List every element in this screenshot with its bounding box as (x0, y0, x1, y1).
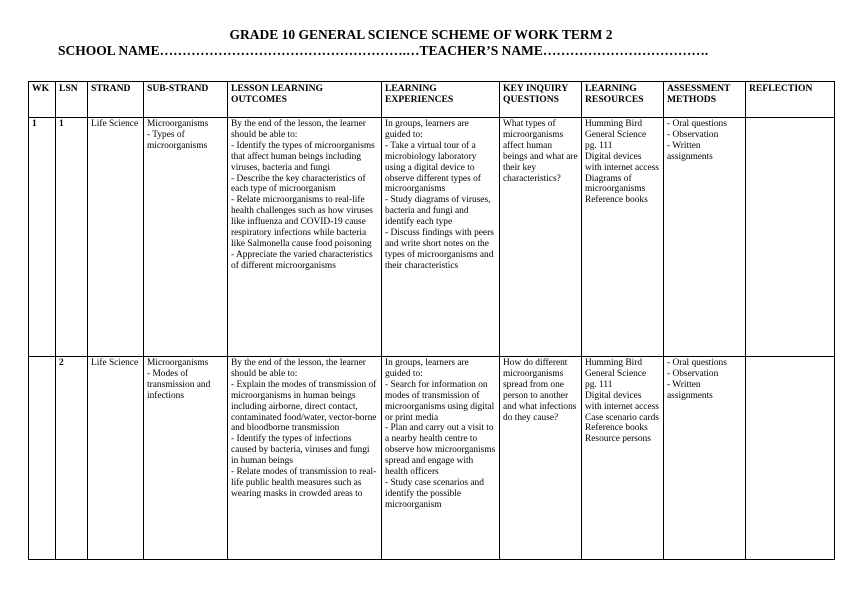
resource-line: Reference books (585, 423, 648, 434)
resource-line: Digital devices with internet access (585, 390, 659, 412)
table-row (29, 357, 835, 560)
resource-line: Case scenario cards (585, 412, 659, 423)
experience-line: In groups, learners are guided to: (385, 358, 469, 379)
col-header-outcomes: LESSON LEARNING OUTCOMES (228, 82, 382, 118)
cell-week (29, 357, 56, 560)
cell-reflection (746, 357, 835, 560)
resource-line: Resource persons (585, 434, 651, 445)
substrand-line: Microorganisms (147, 119, 209, 129)
cell-inquiry-questions: What types of microorganisms affect human beings and what are their key characteristics? (500, 118, 582, 357)
cell-strand: Life Science (88, 357, 144, 560)
col-header-questions: KEY INQUIRY QUESTIONS (500, 82, 582, 118)
cell-reflection (746, 118, 835, 357)
outcome-line: By the end of the lesson, the learner should be able to: (231, 358, 366, 379)
substrand-line: Microorganisms (147, 358, 209, 368)
experience-line: - Take a virtual tour of a microbiology laboratory using a digital device to observe different types of microorganisms (385, 140, 481, 195)
cell-lesson: 1 (56, 118, 88, 357)
table-header-row (29, 82, 835, 118)
cell-lesson: 2 (56, 357, 88, 560)
outcome-line: - Identify the types of infections caused by bacteria, viruses and fungi in human beings (231, 434, 370, 467)
resource-line: Digital devices with internet access (585, 151, 659, 173)
school-teacher-line: SCHOOL NAME……………………………………………….…TEACHER’S NAME………………………………. (58, 43, 709, 58)
assessment-line: - Observation (667, 129, 719, 140)
assessment-line: - Oral questions (667, 358, 727, 368)
cell-substrand (144, 118, 228, 357)
cell-inquiry-questions: How do different microorganisms spread from one person to another and what infections do they cause? (500, 357, 582, 560)
cell-strand: Life Science (88, 118, 144, 357)
document-title: GRADE 10 GENERAL SCIENCE SCHEME OF WORK TERM 2 (229, 27, 613, 42)
cell-outcomes (228, 118, 382, 357)
cell-outcomes (228, 357, 382, 560)
col-header-strand: STRAND (88, 82, 144, 118)
experience-line: In groups, learners are guided to: (385, 119, 469, 140)
col-header-resources: LEARNING RESOURCES (582, 82, 664, 118)
cell-experiences (382, 118, 500, 357)
outcome-line: - Explain the modes of transmission of microorganisms in human beings including airborne, direct contact, contaminated food/water, vector-borne and bloodborne transmission (231, 379, 377, 434)
outcome-line: - Appreciate the varied characteristics of different microorganisms (231, 249, 373, 271)
cell-assessment (664, 357, 746, 560)
experience-line: - Search for information on modes of transmission of microorganisms using digital or print media (385, 379, 495, 423)
assessment-line: - Written assignments (667, 379, 713, 401)
resource-line: Diagrams of microorganisms (585, 173, 646, 195)
cell-substrand (144, 357, 228, 560)
resource-line: Humming Bird General Science pg. 111 (585, 358, 647, 390)
col-header-substrand: SUB-STRAND (144, 82, 228, 118)
cell-experiences (382, 357, 500, 560)
cell-week: 1 (29, 118, 56, 357)
assessment-line: - Oral questions (667, 119, 727, 129)
resource-line: Humming Bird General Science pg. 111 (585, 119, 647, 151)
assessment-line: - Observation (667, 368, 719, 379)
experience-line: - Plan and carry out a visit to a nearby health centre to observe how microorganisms spread and engage with health officers (385, 423, 496, 478)
outcome-line: - Identify the types of microorganisms that affect human beings including viruses, bacteria and fungi (231, 140, 375, 173)
outcome-line: - Describe the key characteristics of each type of microorganism (231, 173, 366, 195)
outcome-line: By the end of the lesson, the learner should be able to: (231, 119, 366, 140)
outcome-line: - Relate microorganisms to real-life health challenges such as how viruses like influenza and COVID-19 cause respiratory infections while bacteria like Salmonella cause food poisoning (231, 195, 373, 249)
cell-resources (582, 357, 664, 560)
col-header-wk: WK (29, 82, 56, 118)
assessment-line: - Written assignments (667, 140, 713, 162)
col-header-assessment: ASSESSMENT METHODS (664, 82, 746, 118)
resource-line: Reference books (585, 195, 648, 206)
scheme-table (28, 81, 835, 560)
experience-line: - Study case scenarios and identify the possible microorganism (385, 477, 484, 510)
cell-resources (582, 118, 664, 357)
col-header-reflection: REFLECTION (746, 82, 835, 118)
outcome-line: - Relate modes of transmission to real-life public health measures such as wearing masks in crowded areas to (231, 467, 377, 499)
substrand-line: - Types of microorganisms (147, 129, 208, 151)
cell-assessment (664, 118, 746, 357)
table-row (29, 118, 835, 357)
experience-line: - Study diagrams of viruses, bacteria and fungi and identify each type (385, 195, 491, 228)
col-header-experiences: LEARNING EXPERIENCES (382, 82, 500, 118)
experience-line: - Discuss findings with peers and write short notes on the types of microorganisms and their characteristics (385, 228, 494, 271)
col-header-lsn: LSN (56, 82, 88, 118)
substrand-line: - Modes of transmission and infections (147, 368, 211, 401)
